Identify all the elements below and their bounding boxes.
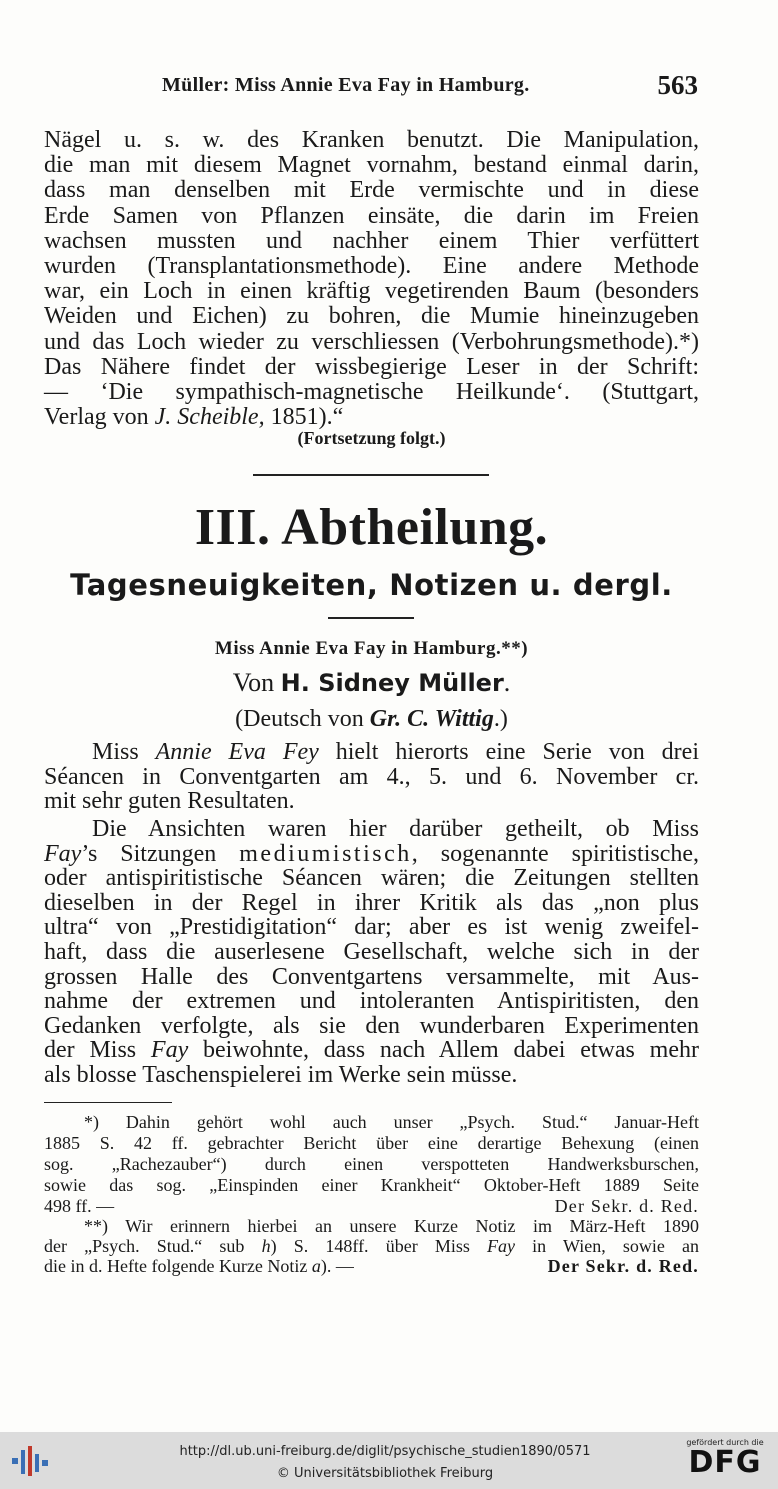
- text-line: Verlag von J. Scheible, 1851).“: [44, 404, 344, 430]
- text-line: ultra“ von „Prestidigitation“ dar; aber es ist wenig zweifel-: [44, 914, 699, 941]
- text-line: Séancen in Conventgarten am 4., 5. und 6. November cr.: [44, 763, 699, 790]
- dfg-logo-text: DFG: [688, 1445, 762, 1480]
- text-line: Nägel u. s. w. des Kranken benutzt. Die Manipulation,: [44, 127, 699, 153]
- text-line: wachsen mussten und nachher einem Thier verfüttert: [44, 227, 699, 254]
- text-line: war, ein Loch in einen kräftig vegetirenden Baum (besonders: [44, 278, 699, 305]
- running-header: [44, 70, 704, 104]
- text-line: Miss Annie Eva Fey hielt hierorts eine Serie von drei: [92, 739, 699, 765]
- text-line: dieselben in der Regel in ihrer Kritik als das „non plus: [44, 889, 699, 916]
- text-line: oder antispiritistische Séancen wären; die Zeitungen stellten: [44, 865, 699, 892]
- footnote-line: 1885 S. 42 ff. gebrachter Bericht über eine derartige Behexung (einen: [44, 1133, 699, 1153]
- text-line: wurden (Transplantationsmethode). Eine andere Methode: [44, 253, 699, 279]
- continuation-note: (Fortsetzung folgt.): [297, 428, 446, 448]
- footnote-line: 498 ff. — Der Sekr. d. Red.: [44, 1196, 699, 1216]
- text-line: Weiden und Eichen) zu bohren, die Mumie hineinzugeben: [44, 303, 699, 330]
- footnote-line: *) Dahin gehört wohl auch unser „Psych. Stud.“ Januar-Heft: [84, 1112, 699, 1132]
- text-line: Gedanken verfolgte, als sie den wunderbaren Experimenten: [44, 1012, 699, 1039]
- text-line: Erde Samen von Pflanzen einsäte, die darin im Freien: [44, 202, 699, 229]
- text-line: dass man denselben mit Erde vermischte und in diese: [44, 177, 699, 204]
- subsection-divider: [328, 617, 414, 619]
- text-line: Das Nähere findet der wissbegierige Leser in der Schrift:: [44, 353, 699, 380]
- text-line: und das Loch wieder zu verschliessen (Verbohrungsmethode).*): [44, 328, 699, 355]
- section-subheading: Tagesneuigkeiten, Notizen u. dergl.: [70, 568, 673, 602]
- section-heading: III. Abtheilung.: [194, 499, 549, 556]
- byline: Von H. Sidney Müller.: [232, 668, 511, 697]
- running-title: Müller: Miss Annie Eva Fay in Hamburg.: [162, 74, 530, 96]
- author-name: H. Sidney Müller: [280, 669, 504, 697]
- viewer-footer: [0, 1432, 778, 1489]
- publisher-name: J. Scheible,: [154, 404, 265, 430]
- editor-signature: Der Sekr. d. Red.: [554, 1196, 699, 1216]
- footnote-line: sowie das sog. „Einspinden einer Krankheit“ Oktober-Heft 1889 Seite: [44, 1175, 699, 1195]
- text-line: — ‘Die sympathisch-magnetische Heilkunde‘. (Stuttgart,: [44, 379, 699, 405]
- footnote-line: der „Psych. Stud.“ sub h) S. 148ff. über Miss Fay in Wien, sowie an: [44, 1236, 700, 1256]
- section-divider: [253, 474, 489, 476]
- text-line: die man mit diesem Magnet vornahm, bestand einmal darin,: [44, 152, 699, 179]
- footnote-line: die in d. Hefte folgende Kurze Notiz a). — Der Sekr. d. Red.: [44, 1256, 699, 1276]
- article-title: Miss Annie Eva Fay in Hamburg.**): [214, 638, 529, 659]
- text-line: als blosse Taschenspielerei im Werke sein müsse.: [44, 1062, 518, 1088]
- text-line: der Miss Fay beiwohnte, dass nach Allem dabei etwas mehr: [44, 1037, 699, 1064]
- library-logo-icon: [12, 1446, 52, 1476]
- text-line: Fay’s Sitzungen mediumistisch, sogenannte spiritistische,: [44, 840, 699, 867]
- footnote-line: sog. „Rachezauber“) durch einen verspotteten Handwerksburschen,: [44, 1154, 699, 1174]
- text-line: mit sehr guten Resultaten.: [44, 788, 295, 815]
- copyright-text: © Universitätsbibliothek Freiburg: [276, 1466, 494, 1481]
- dfg-caption: gefördert durch die: [686, 1438, 764, 1447]
- text-line: haft, dass die auserlesene Gesellschaft, welche sich in der: [44, 939, 699, 965]
- page-number: 563: [657, 70, 698, 100]
- footnote-rule: [44, 1102, 172, 1103]
- translator-name: Gr. C. Wittig: [369, 706, 494, 732]
- footnote-line: **) Wir erinnern hierbei an unsere Kurze Notiz im März-Heft 1890: [84, 1216, 699, 1236]
- text-line: grossen Halle des Conventgartens versammelte, mit Aus-: [44, 963, 699, 990]
- dfg-logo: [680, 1438, 770, 1486]
- permalink-url[interactable]: http://dl.ub.uni-freiburg.de/diglit/psychische_studien1890/0571: [179, 1444, 591, 1459]
- translator-line: (Deutsch von Gr. C. Wittig.): [235, 706, 508, 732]
- text-line: nahme der extremen und intoleranten Antispiritisten, den: [44, 988, 699, 1015]
- editor-signature: Der Sekr. d. Red.: [547, 1256, 699, 1276]
- text-line: Die Ansichten waren hier darüber getheilt, ob Miss: [92, 816, 699, 842]
